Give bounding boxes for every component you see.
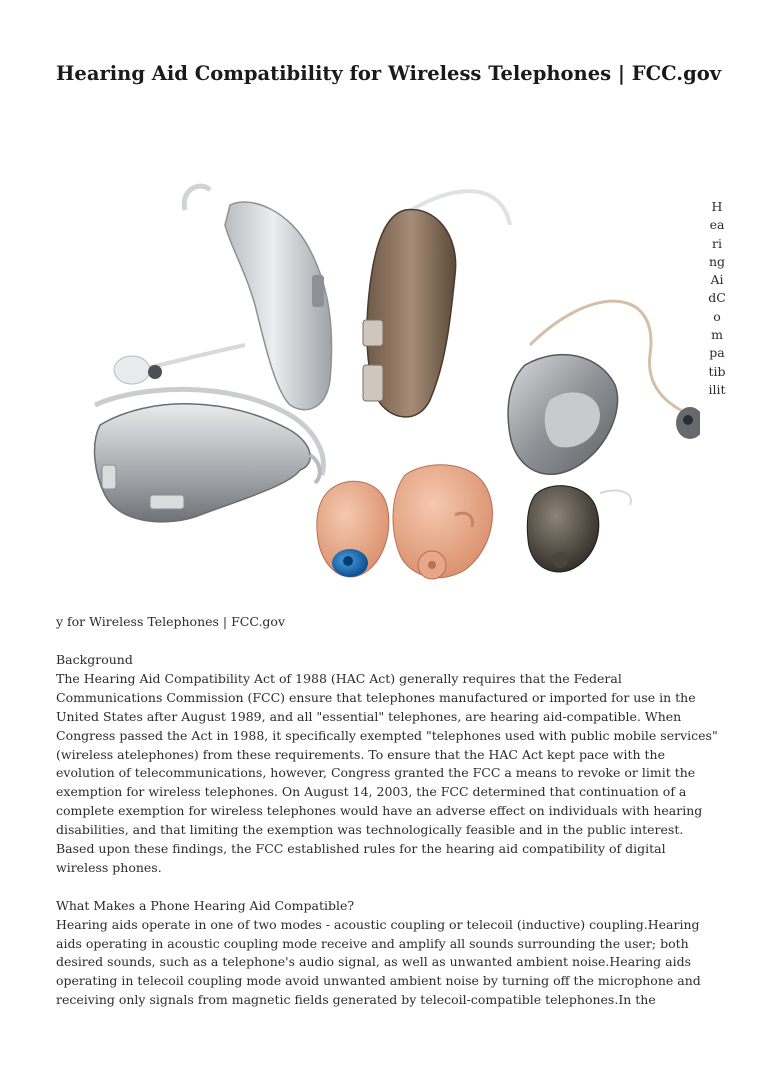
page-title: Hearing Aid Compatibility for Wireless Telephones | FCC.gov	[56, 62, 722, 85]
section-heading-background: Background	[56, 652, 133, 667]
ite-hearing-aid-dark	[527, 486, 631, 572]
section-paragraph-compatibility: Hearing aids operate in one of two modes - acoustic coupling or telecoil (inductive) coupling.Hearing aids operating in acoustic coupling mode receive and amplify all sounds surrounding the user; both desired sounds, such as a telephone's audio signal, as well as unwanted ambient noise.Hearing aids operating in telecoil coupling mode avoid unwanted ambient noise by turning off the microphone and receiving only signals from magnetic fields generated by telecoil-compatible telephones.In the	[56, 916, 701, 1008]
image-caption-vertical: HearingAidCompatibilit	[708, 199, 726, 397]
section-heading-compatibility: What Makes a Phone Hearing Aid Compatible?	[56, 897, 355, 913]
paragraph-spacer	[56, 878, 720, 897]
large-silver-bte-hearing-aid	[95, 389, 324, 522]
bronze-bte-hearing-aid	[363, 191, 510, 417]
section-paragraph-background: The Hearing Aid Compatibility Act of 1988 (HAC Act) generally requires that the Federal Communications Commission (FCC) ensure that telephones manufactured or imported for use in the United States after August 1989, and all "essential" telephones, are hearing aid-compatible. When Congress passed the Act in 1988, it specifically exempted "telephones used with public mobile services" (wireless atelephones) from these requirements. To ensure that the HAC Act kept pace with the evolution of telecommunications, however, Congress granted the FCC a means to revoke or limit the exemption for wireless telephones. On August 14, 2003, the FCC determined that continuation of a complete exemption for wireless telephones would have an adverse effect on individuals with hearing disabilities, and that limiting the exemption was technologically feasible and in the public interest. Based upon these findings, the FCC established rules for the hearing aid compatibility of digital wireless phones.	[56, 670, 718, 875]
hearing-aids-image	[60, 165, 700, 595]
silver-bte-hearing-aid	[114, 186, 332, 410]
article-body	[56, 651, 720, 1010]
image-caption-tail: y for Wireless Telephones | FCC.gov	[56, 614, 286, 629]
ite-hearing-aid-skin	[393, 465, 492, 579]
grey-bte-hearing-aid	[508, 301, 700, 474]
itc-hearing-aid-blue	[317, 481, 389, 577]
